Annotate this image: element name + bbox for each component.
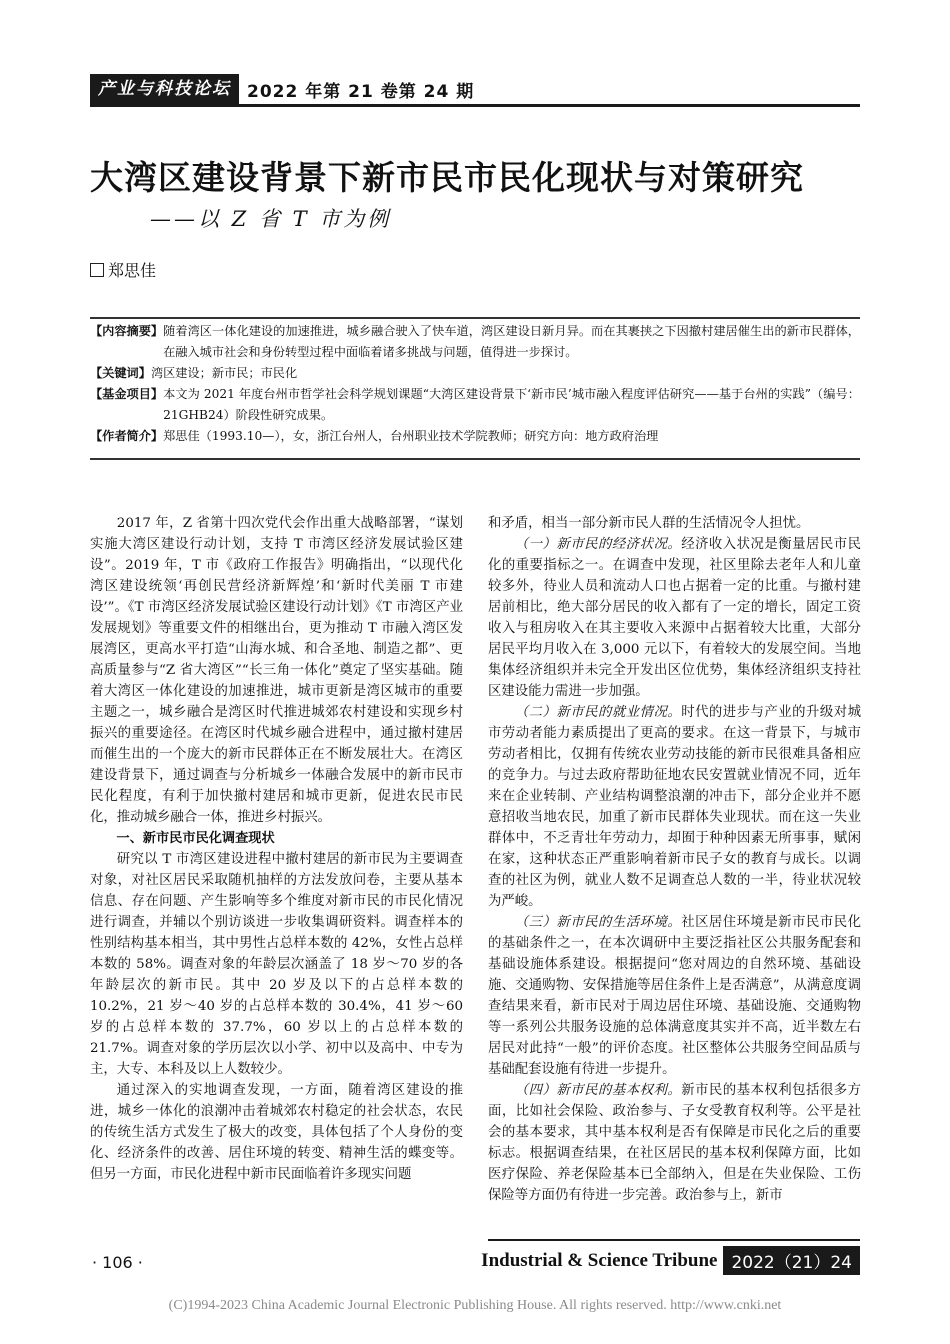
keywords-text: 湾区建设；新市民；市民化: [150, 366, 298, 380]
footer-rule: [488, 1239, 860, 1241]
fund-label: 【基金项目】: [90, 387, 164, 401]
right-column: [488, 513, 861, 1206]
employment-heading: （二）新市民的就业情况。: [514, 705, 682, 720]
meta-block: [90, 321, 860, 447]
journal-english-name: Industrial & Science Tribune: [481, 1249, 718, 1271]
continued-paragraph: 和矛盾，相当一部分新市民人群的生活情况令人担忧。: [488, 516, 810, 531]
author-box-icon: [90, 263, 104, 277]
findings-paragraph: 通过深入的实地调查发现，一方面，随着湾区建设的推进，城乡一体化的浪潮冲击着城郊农村稳定的社会状态，农民的传统生活方式发生了极大的改变，具体包括了个人身份的变化、经济条件的改善、居住环境的转变、精神生活的蝶变等。但另一方面，市民化进程中新市民面临着许多现实问题: [90, 1083, 463, 1182]
paper-subtitle: ——以 Z 省 T 市为例: [150, 207, 392, 231]
environment-text: 社区居住环境是新市民市民化的基础条件之一，在本次调研中主要泛指社区公共服务配套和基础设施体系建设。根据提问“您对周边的自然环境、基础设施、交通购物、安保措施等居住条件上是否满意”，从满意度调查结果来看，新市民对于周边居住环境、基础设施、交通购物等一系列公共服务设施的总体满意度其实并不高，近半数左右居民对此持“一般”的评价态度。社区整体公共服务空间品质与基础配套设施有待进一步提升。: [488, 915, 861, 1077]
employment-text: 时代的进步与产业的升级对城市劳动者能力素质提出了更高的要求。在这一背景下，与城市劳动者相比，仅拥有传统农业劳动技能的新市民很难具备相应的竞争力。与过去政府帮助征地农民安置就业情况不同，近年来在企业转制、产业结构调整浪潮的冲击下，部分企业并不愿意招收当地农民，加重了新市民群体失业现状。而在这一失业群体中，不乏青壮年劳动力，却囿于种种因素无所事事，赋闲在家，这种状态正严重影响着新市民子女的教育与成长。以调查的社区为例，就业人数不足调查总人数的一半，待业状况较为严峻。: [488, 705, 861, 909]
journal-name: 产业与科技论坛: [90, 74, 239, 104]
author-bio-text: 郑思佳（1993.10—），女，浙江台州人，台州职业技术学院教师；研究方向：地方政府治理: [163, 429, 659, 443]
author-line: [90, 258, 156, 281]
footer-journal: [481, 1246, 860, 1275]
environment-paragraph: [488, 912, 861, 1080]
left-column: [90, 513, 463, 1185]
author-bio-label: 【作者简介】: [90, 429, 164, 443]
fund-text: 本文为 2021 年度台州市哲学社会科学规划课题“大湾区建设背景下‘新市民’城市融入程度评估研究——基于台州的实践”（编号：21GHB24）阶段性研究成果。: [163, 387, 860, 422]
meta-bottom-rule: [90, 458, 860, 460]
paper-title: 大湾区建设背景下新市民市民化现状与对策研究: [90, 158, 804, 197]
footer-issue: 2022（21）24: [723, 1246, 860, 1275]
author-bio-row: [90, 426, 860, 447]
keywords-row: [90, 363, 860, 384]
fund-row: [90, 384, 860, 426]
rights-heading: （四）新市民的基本权利。: [514, 1083, 682, 1098]
author-name: 郑思佳: [108, 261, 157, 280]
environment-heading: （三）新市民的生活环境。: [514, 915, 682, 930]
page-number: · 106 ·: [92, 1253, 143, 1272]
economic-paragraph: [488, 534, 861, 702]
rights-text: 新市民的基本权利包括很多方面，比如社会保险、政治参与、子女受教育权利等。公平是社会的基本要求，其中基本权利是否有保障是市民化之后的重要标志。根据调查结果，在社区居民的基本权利保障方面，比如医疗保险、养老保险基本已全部纳入，但是在失业保险、工伤保险等方面仍有待进一步完善。政治参与上，新市: [488, 1083, 861, 1203]
abstract-label: 【内容摘要】: [90, 324, 164, 338]
keywords-label: 【关键词】: [90, 366, 151, 380]
meta-top-rule: [90, 317, 860, 319]
section-heading: 一、新市民市民化调查现状: [116, 831, 275, 846]
abstract-text: 随着湾区一体化建设的加速推进，城乡融合驶入了快车道，湾区建设日新月异。而在其裹挟之下因撤村建居催生出的新市民群体，在融入城市社会和身份转型过程中面临着诸多挑战与问题，值得进一步探讨。: [163, 324, 860, 359]
journal-header: [90, 74, 474, 104]
employment-paragraph: [488, 702, 861, 912]
issue-info: 2022 年第 21 卷第 24 期: [247, 81, 475, 102]
copyright-notice: (C)1994-2023 China Academic Journal Electronic Publishing House. All rights reserved. http://www.cnki.net: [168, 1298, 782, 1313]
abstract-row: [90, 321, 860, 363]
survey-paragraph: 研究以 T 市湾区建设进程中撤村建居的新市民为主要调查对象，对社区居民采取随机抽样的方法发放问卷，主要从基本信息、存在问题、产生影响等多个维度对新市民的市民化情况进行调查，并辅以个别访谈进一步收集调研资料。调查样本的性别结构基本相当，其中男性占总样本数的 42%，女性占总样本数的 58%。调查对象的年龄层次涵盖了 18 岁～70 岁的各年龄层次的新市民。其中 20 岁及以下的占总样本数的 10.2%，21 岁～40 岁的占总样本数的 30.4%，41 岁～60 岁的占总样本数的 37.7%，60 岁以上的占总样本数的 21.7%。调查对象的学历层次以小学、初中以及高中、中专为主，大专、本科及以上人数较少。: [90, 852, 463, 1077]
rights-paragraph: [488, 1080, 861, 1206]
header-rule: [90, 104, 860, 107]
intro-paragraph: 2017 年，Z 省第十四次党代会作出重大战略部署，“谋划实施大湾区建设行动计划，支持 T 市湾区经济发展试验区建设”。2019 年，T 市《政府工作报告》明确指出，“以现代化湾区建设统领‘再创民营经济新辉煌’和‘新时代美丽 T 市建设’”。《T 市湾区经济发展试验区建设行动计划》《T 市湾区产业发展规划》等重要文件的相继出台，更为推动 T 市融入湾区发展湾区，更高水平打造“山海水城、和合圣地、制造之都”、更高质量参与“Z 省大湾区”“长三角一体化”奠定了坚实基础。随着大湾区一体化建设的加速推进，城市更新是湾区城市的重要主题之一，城乡融合是湾区时代推进城郊农村建设和实现乡村振兴的重要途径。在湾区时代城乡融合进程中，通过撤村建居而催生出的一个庞大的新市民群体正在不断发展壮大。在湾区建设背景下，通过调查与分析城乡一体融合发展中的新市民市民化程度，有利于加快撤村建居和城市更新，促进农民市民化，推动城乡融合一体，推进乡村振兴。: [90, 516, 463, 825]
economic-text: 经济收入状况是衡量居民市民化的重要指标之一。在调查中发现，社区里除去老年人和儿童较多外，待业人员和流动人口也占据着一定的比重。与撤村建居前相比，绝大部分居民的收入都有了一定的增长，固定工资收入与租房收入在其主要收入来源中占据着较大比重，大部分居民平均月收入在 3,000 元以下，有着较大的发展空间。当地集体经济组织并未完全开发出区位优势，集体经济组织支持社区建设能力需进一步加强。: [488, 537, 861, 699]
economic-heading: （一）新市民的经济状况。: [514, 537, 682, 552]
